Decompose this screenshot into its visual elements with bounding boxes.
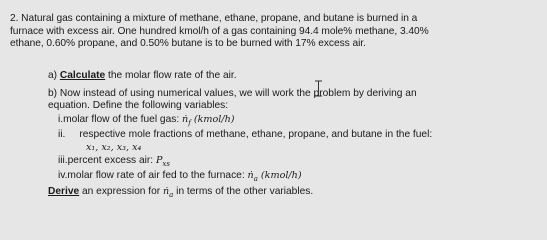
variable-item-3	[48, 155, 543, 171]
variable-item-2-math-line	[48, 142, 543, 155]
variable-item-1-sub: f	[188, 118, 191, 127]
variable-item-4-text: iv.molar flow rate of air fed to the furnace:	[58, 170, 248, 182]
variable-item-2-text: respective mole fractions of methane, ethane, propane, and butane in the fuel:	[79, 129, 433, 141]
variable-item-1-text: i.molar flow of the fuel gas:	[58, 113, 183, 125]
variable-item-4-math: ṅ	[247, 170, 254, 182]
question-parts	[48, 70, 543, 201]
variable-item-1	[48, 114, 543, 130]
part-a-keyword: Calculate	[59, 70, 106, 81]
derive-line	[48, 186, 543, 202]
part-a	[48, 70, 543, 83]
variable-item-2-math: x₁, x₂, x₃, x₄	[86, 142, 142, 153]
part-a-prefix: a)	[48, 70, 60, 81]
variable-item-4-unit: (kmol/h)	[257, 170, 302, 182]
variable-item-2-num: ii.	[58, 129, 66, 141]
part-b-line-2: equation. Define the following variables:	[48, 100, 229, 112]
problem-line-3: ethane, 0.60% propane, and 0.50% butane is to be burned with 17% excess air.	[10, 38, 366, 49]
derive-text-2: in terms of the other variables.	[173, 185, 314, 197]
variable-item-2	[48, 129, 543, 142]
variable-item-1-unit: (kmol/h)	[190, 113, 235, 125]
variable-item-4-sub: a	[253, 175, 258, 184]
derive-math: ṅ	[162, 185, 170, 197]
variable-item-4	[48, 170, 543, 186]
problem-line-1: 2. Natural gas containing a mixture of methane, ethane, propane, and butane is burned in a	[10, 13, 418, 24]
problem-statement	[10, 13, 540, 51]
variable-item-3-sub: xs	[162, 159, 170, 168]
derive-keyword: Derive	[48, 185, 80, 197]
part-b-line-1: b) Now instead of using numerical values, we will work the problem by deriving an	[48, 87, 417, 99]
derive-text-1: an expression for	[79, 185, 163, 197]
variable-item-1-math: ṅ	[182, 113, 189, 125]
part-a-text: the molar flow rate of the air.	[105, 70, 237, 81]
derive-sub: a	[169, 190, 174, 199]
variable-item-3-text: iii.percent excess air:	[58, 154, 156, 166]
variable-item-3-math: P	[155, 154, 163, 166]
problem-line-2: furnace with excess air. One hundred kmol/h of a gas containing 94.4 mole% methane, 3.40%	[10, 25, 429, 37]
